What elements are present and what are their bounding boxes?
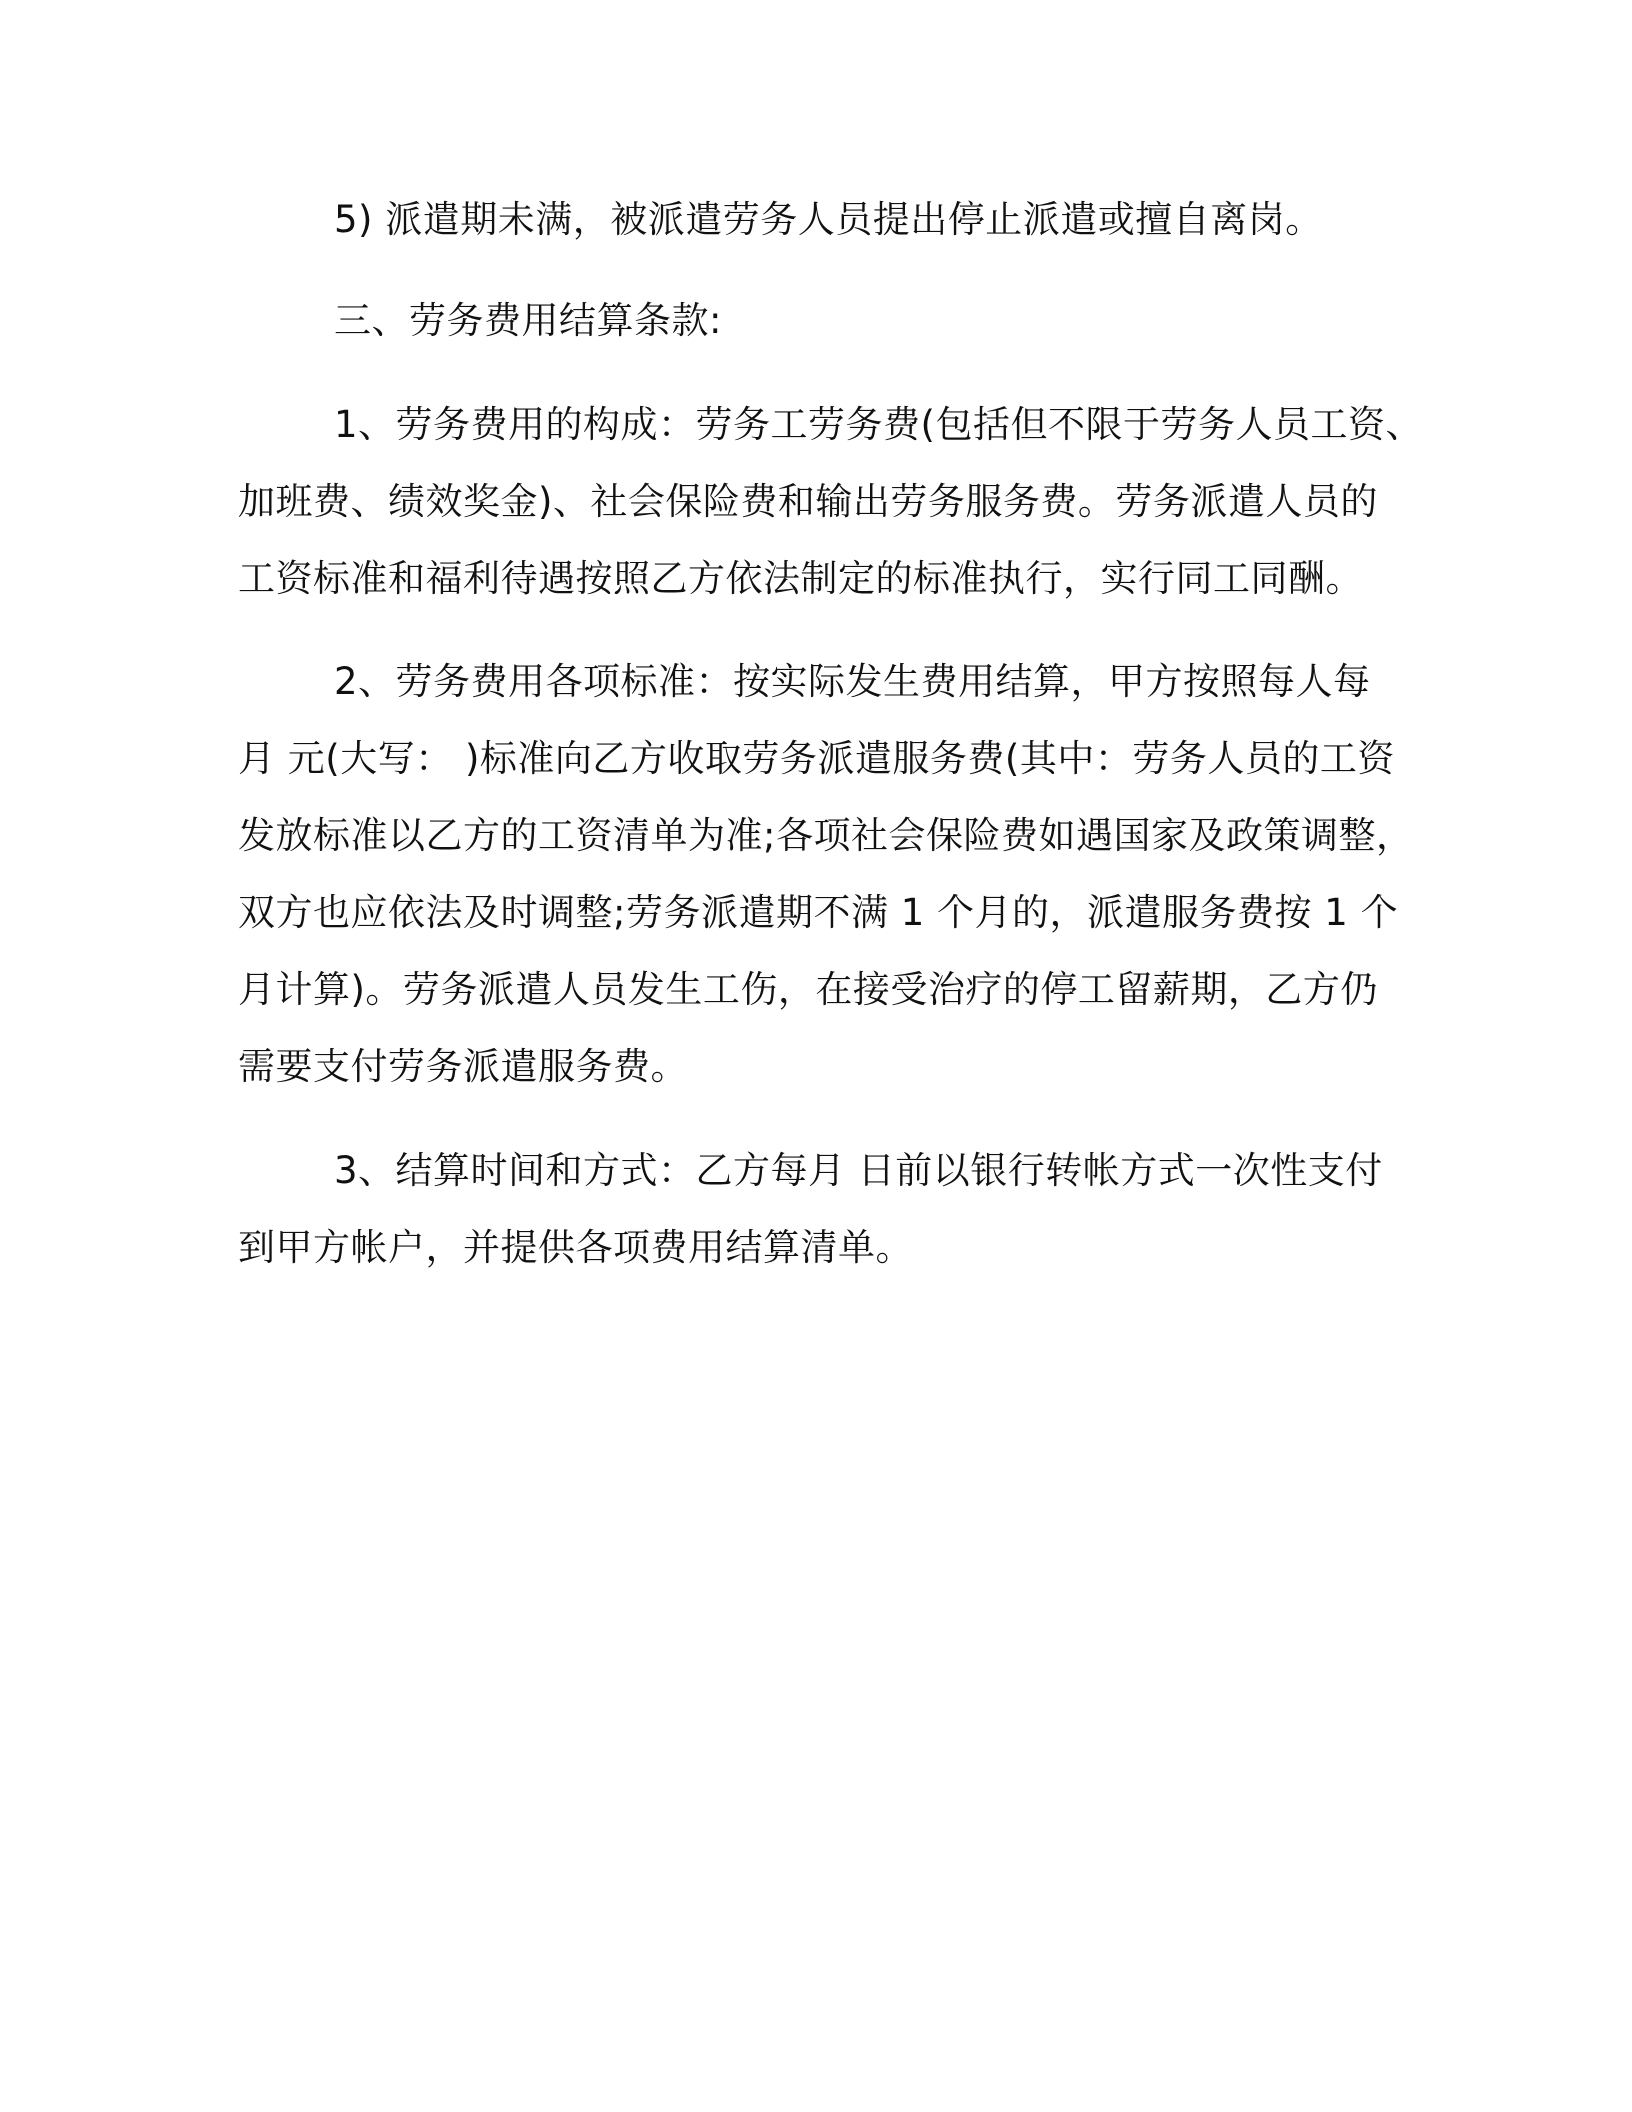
text-line: 1、劳务费用的构成：劳务工劳务费(包括但不限于劳务人员工资、 <box>334 403 1423 446</box>
text-line: 月计算)。劳务派遣人员发生工伤，在接受治疗的停工留薪期，乙方仍 <box>238 968 1378 1011</box>
text-line: 工资标准和福利待遇按照乙方依法制定的标准执行，实行同工同酬。 <box>238 557 1363 600</box>
text-line: 3、结算时间和方式：乙方每月 日前以银行转帐方式一次性支付 <box>334 1149 1383 1192</box>
text-line: 2、劳务费用各项标准：按实际发生费用结算，甲方按照每人每 <box>334 660 1371 703</box>
section-heading: 三、劳务费用结算条款: <box>334 299 722 342</box>
text-line: 到甲方帐户，并提供各项费用结算清单。 <box>238 1226 913 1269</box>
text-line: 5) 派遣期未满，被派遣劳务人员提出停止派遣或擅自离岗。 <box>334 198 1323 241</box>
text-line: 加班费、绩效奖金)、社会保险费和输出劳务服务费。劳务派遣人员的 <box>238 480 1378 523</box>
text-line: 月 元(大写： )标准向乙方收取劳务派遣服务费(其中：劳务人员的工资 <box>238 737 1395 780</box>
text-line: 发放标准以乙方的工资清单为准;各项社会保险费如遇国家及政策调整， <box>238 814 1414 857</box>
text-line: 双方也应依法及时调整;劳务派遣期不满 1 个月的，派遣服务费按 1 个 <box>238 891 1399 934</box>
text-line: 需要支付劳务派遣服务费。 <box>238 1045 688 1088</box>
